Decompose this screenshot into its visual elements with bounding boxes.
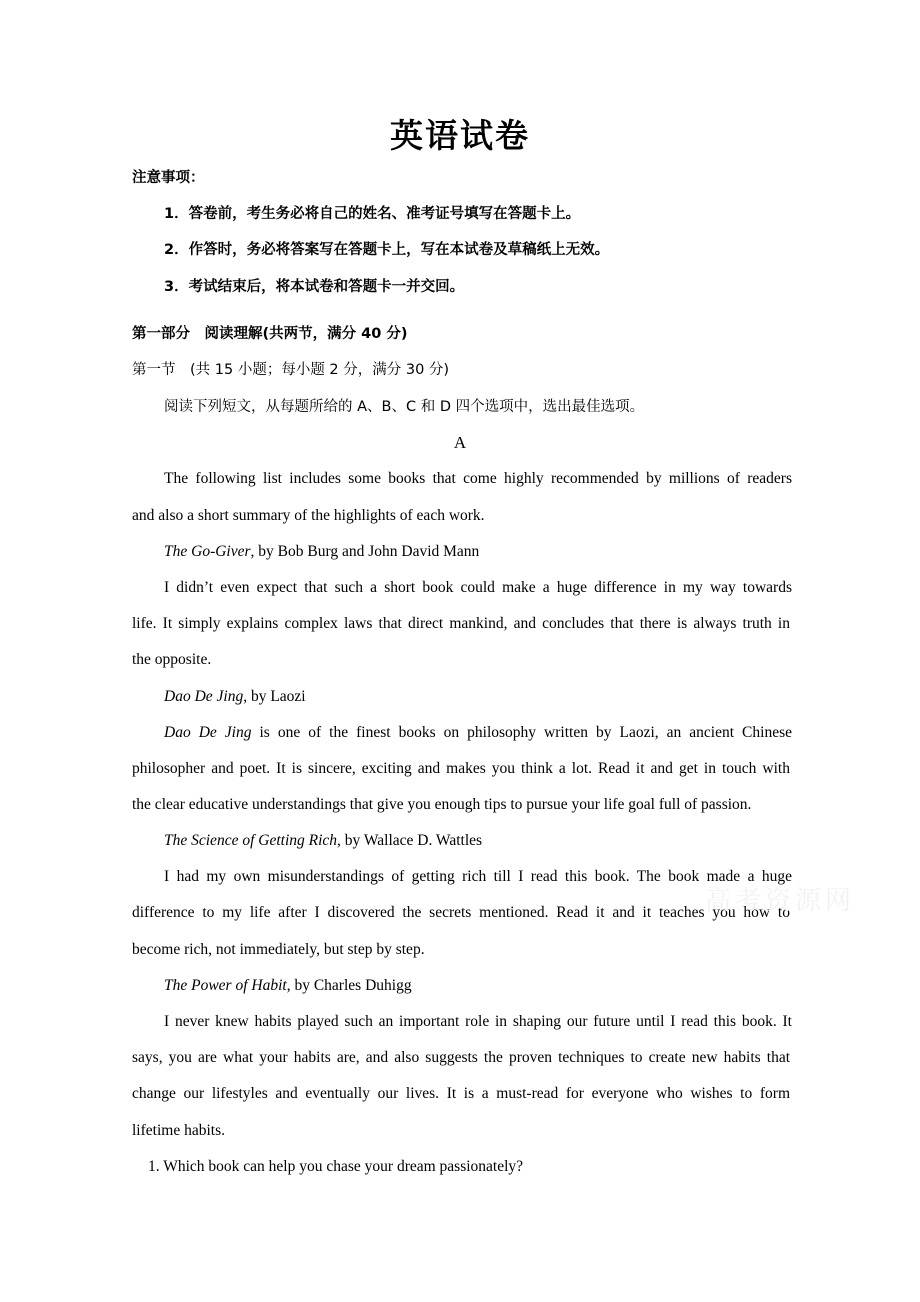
passage-intro-line: and also a short summary of the highlights of each work. — [132, 507, 485, 524]
reading-instruction: 阅读下列短文，从每题所给的 A、B、C 和 D 四个选项中，选出最佳选项。 — [164, 399, 645, 415]
book-heading — [164, 976, 792, 996]
review-line: I never knew habits played such an important role in shaping our future until I read this book. It — [164, 1013, 792, 1030]
review-line — [164, 723, 792, 743]
book-byline: , by Charles Duhigg — [286, 977, 412, 994]
book-byline: , by Laozi — [243, 688, 306, 705]
book-title: The Go-Giver — [164, 543, 251, 560]
review-line: life. It simply explains complex laws that direct mankind, and concludes that there is always truth in — [132, 615, 790, 632]
book-title-inline: Dao De Jing — [164, 724, 252, 741]
page-title: 英语试卷 — [390, 116, 530, 155]
review-line: says, you are what your habits are, and also suggests the proven techniques to create new habits that — [132, 1049, 790, 1066]
review-line: lifetime habits. — [132, 1122, 225, 1139]
part1-heading: 第一部分 阅读理解(共两节，满分 40 分) — [132, 326, 408, 342]
review-line: the clear educative understandings that give you enough tips to pursue your life goal full of passion. — [132, 796, 752, 813]
review-line: change our lifestyles and eventually our lives. It is a must-read for everyone who wishes to form — [132, 1085, 790, 1102]
book-heading — [164, 831, 792, 851]
notice-item-1: 1．答卷前，考生务必将自己的姓名、准考证号填写在答题卡上。 — [164, 206, 581, 222]
section1-heading: 第一节 (共 15 小题；每小题 2 分，满分 30 分) — [132, 362, 450, 378]
book-byline: , by Wallace D. Wattles — [337, 832, 483, 849]
book-title: Dao De Jing — [164, 688, 244, 705]
review-text: is one of the finest books on philosophy written by Laozi, an ancient Chinese — [251, 724, 792, 741]
review-line: become rich, not immediately, but step by step. — [132, 941, 425, 958]
notice-item-3: 3．考试结束后，将本试卷和答题卡一并交回。 — [164, 279, 465, 295]
book-byline: , by Bob Burg and John David Mann — [250, 543, 480, 560]
review-line: I didn’t even expect that such a short book could make a huge difference in my way towards — [164, 579, 792, 596]
book-title: The Science of Getting Rich — [164, 832, 338, 849]
review-line: the opposite. — [132, 651, 212, 668]
review-line: difference to my life after I discovered the secrets mentioned. Read it and it teaches you how to — [132, 904, 790, 921]
book-heading — [164, 542, 792, 562]
review-line: philosopher and poet. It is sincere, exciting and makes you think a lot. Read it and get in touch with — [132, 760, 790, 777]
passage-intro-line: The following list includes some books that come highly recommended by millions of readers — [164, 470, 792, 487]
passage-label: A — [453, 433, 467, 452]
book-heading — [164, 687, 792, 707]
notice-heading: 注意事项： — [132, 170, 205, 186]
watermark: 高考资源网 — [705, 886, 856, 916]
book-title: The Power of Habit — [164, 977, 287, 994]
notice-item-2: 2．作答时，务必将答案写在答题卡上，写在本试卷及草稿纸上无效。 — [164, 242, 610, 258]
question-1: 1. Which book can help you chase your dream passionately? — [148, 1158, 524, 1175]
review-line: I had my own misunderstandings of getting rich till I read this book. The book made a huge — [164, 868, 792, 885]
